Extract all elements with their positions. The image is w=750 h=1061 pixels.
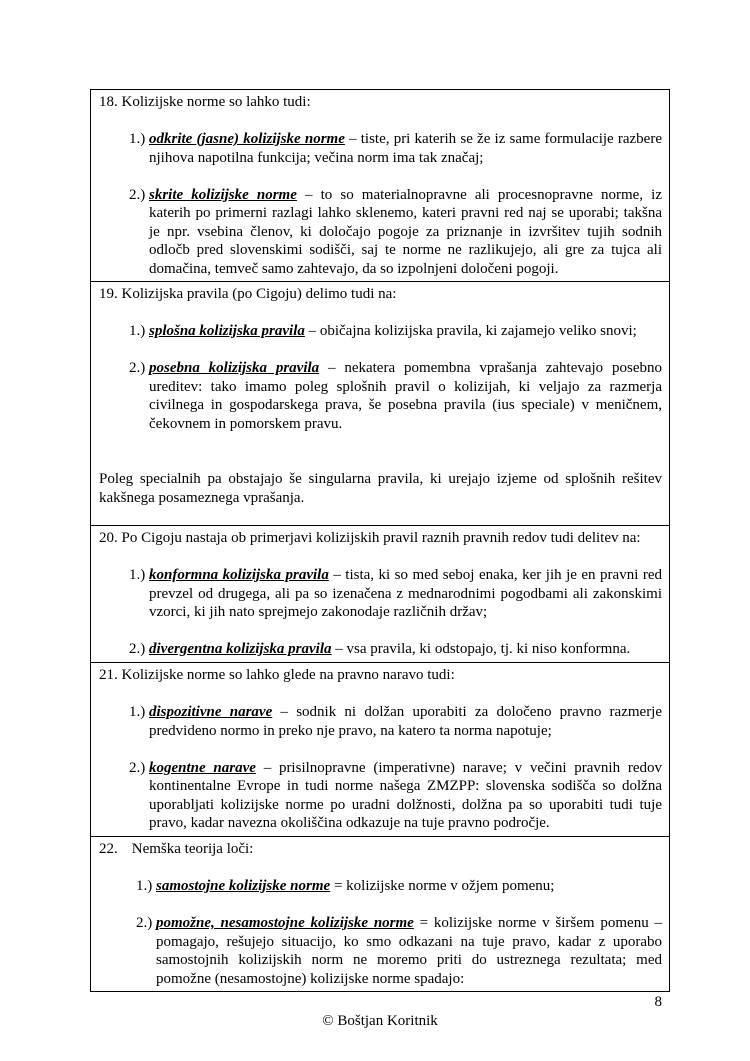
section-header xyxy=(99,93,662,112)
list-item-marker: 1.) xyxy=(129,131,146,147)
list-item-text: – tista, ki so med seboj enaka, ker jih je en pravni red prevzel od drugega, ali pa so izenačena z mednarodnimi pogodbami ali zakonskimi vzorci, ki jih nato sprejmejo zakonodaje različnih držav; xyxy=(149,567,662,620)
list-item-term: samostojne kolizijske norme xyxy=(156,878,331,894)
list-item-marker: 2.) xyxy=(129,186,146,203)
list-item-term: splošna kolizijska pravila xyxy=(149,323,305,339)
list-item-marker: 2.) xyxy=(129,360,146,376)
content-table xyxy=(90,89,670,992)
list-item-marker: 2.) xyxy=(129,641,146,657)
section-header xyxy=(99,529,662,548)
list-item-marker: 1.) xyxy=(129,323,146,339)
list-item-marker: 1.) xyxy=(136,878,153,894)
section-20 xyxy=(91,526,669,663)
section-number: 19. xyxy=(99,286,118,302)
list-item-text: = kolizijske norme v širšem pomenu – pomagajo, rešujejo situacijo, ko smo odkazani na tuje pravo, kadar z uporabo samostojnih kolizijskih norm ne moremo priti do ustreznega rezultata; med pomožne (nesamostojne) kolizijske norme spadajo: xyxy=(156,915,662,987)
list-item xyxy=(129,130,662,167)
list-item-text: = kolizijske norme v ožjem pomenu; xyxy=(333,878,555,894)
section-22 xyxy=(91,837,669,991)
list-item-marker: 1.) xyxy=(129,567,146,583)
section-18 xyxy=(91,90,669,282)
list-item xyxy=(136,877,662,896)
section-number: 22. xyxy=(99,841,118,857)
section-number: 18. xyxy=(99,94,118,110)
section-title: Kolizijske norme so lahko tudi: xyxy=(121,94,311,110)
list-item xyxy=(136,914,662,988)
list-item xyxy=(129,759,662,833)
section-title: Kolizijska pravila (po Cigoju) delimo tudi na: xyxy=(121,286,397,302)
list-item xyxy=(129,703,662,740)
list-item-term: kogentne narave xyxy=(149,759,256,776)
list-item-term: pomožne, nesamostojne kolizijske norme xyxy=(156,915,414,931)
section-header xyxy=(99,285,662,304)
section-note: Poleg specialnih pa obstajajo še singularna pravila, ki urejajo izjeme od splošnih rešitev kakšnega posameznega vprašanja. xyxy=(99,471,662,506)
list-item-term: divergentna kolizijska pravila xyxy=(149,641,332,657)
page-content xyxy=(90,89,670,1031)
list-item-marker: 2.) xyxy=(129,759,146,776)
section-number: 20. xyxy=(99,530,118,546)
list-item-marker: 1.) xyxy=(129,704,146,720)
list-item-text: – to so materialnopravne ali procesnopravne norme, iz katerih po primerni razlagi lahko sklenemo, kateri pravni red naj se uporabi; takšna je npr. vsebina členov, ki določajo pogoje za priznanje in izvršitev tujih sodnih odločb pred slovenskimi sodišči, saj te norme ne razlikujejo, ali gre za tujca ali domačina, temveč samo zahtevajo, da so izpolnjeni določeni pogoji. xyxy=(149,186,662,277)
list-item xyxy=(129,186,662,279)
list-item xyxy=(129,640,662,659)
list-item-text: – vsa pravila, ki odstopajo, tj. ki niso konformna. xyxy=(335,641,631,657)
list-item xyxy=(129,566,662,622)
list-item-text: – nekatera pomembna vprašanja zahtevajo posebno ureditev: tako imamo poleg splošnih pravil o kolizijah, ki veljajo za razmerja civilnega in gospodarskega prava, še posebna pravila (ius speciale) v meničnem, čekovnem in pomorskem pravu. xyxy=(149,360,662,432)
list-item-text: – tiste, pri katerih se že iz same formulacije razbere njihova napotilna funkcija; večina norm ima tak značaj; xyxy=(149,131,662,166)
list-item xyxy=(129,359,662,433)
list-item-marker: 2.) xyxy=(136,915,153,931)
list-item-term: konformna kolizijska pravila xyxy=(149,567,329,583)
list-item-text: – običajna kolizijska pravila, ki zajamejo veliko snovi; xyxy=(308,323,637,339)
list-item-term: skrite kolizijske norme xyxy=(149,186,297,203)
section-number: 21. xyxy=(99,667,118,683)
section-header xyxy=(99,840,662,859)
section-title: Po Cigoju nastaja ob primerjavi kolizijskih pravil raznih pravnih redov tudi delitev na: xyxy=(121,530,641,546)
list-item xyxy=(129,322,662,341)
section-21 xyxy=(91,663,669,837)
list-item-text: – sodnik ni dolžan uporabiti za določeno pravno razmerje predvideno normo in preko nje pravo, na katero ta norma napotuje; xyxy=(149,704,663,739)
list-item-term: posebna kolizijska pravila xyxy=(149,360,320,376)
section-header xyxy=(99,666,662,685)
section-title: Kolizijske norme so lahko glede na pravno naravo tudi: xyxy=(121,667,455,683)
copyright-line: © Boštjan Koritnik xyxy=(322,1013,438,1029)
list-item-term: dispozitivne narave xyxy=(149,704,273,720)
section-19 xyxy=(91,282,669,526)
page-number: 8 xyxy=(654,994,662,1010)
list-item-text: – prisilnopravne (imperativne) narave; v večini pravnih redov kontinentalne Evrope in tudi norme našega ZMZPP: slovenska sodišča so dolžna uporabljati kolizijske norme po uradni dolžnosti, dolžna pa so uporabiti tudi tuje pravo, kadar navezna okoliščina odkazuje na tuje pravno področje. xyxy=(149,759,662,831)
list-item-term: odkrite (jasne) kolizijske norme xyxy=(149,131,345,147)
section-title: Nemška teorija loči: xyxy=(131,841,254,857)
